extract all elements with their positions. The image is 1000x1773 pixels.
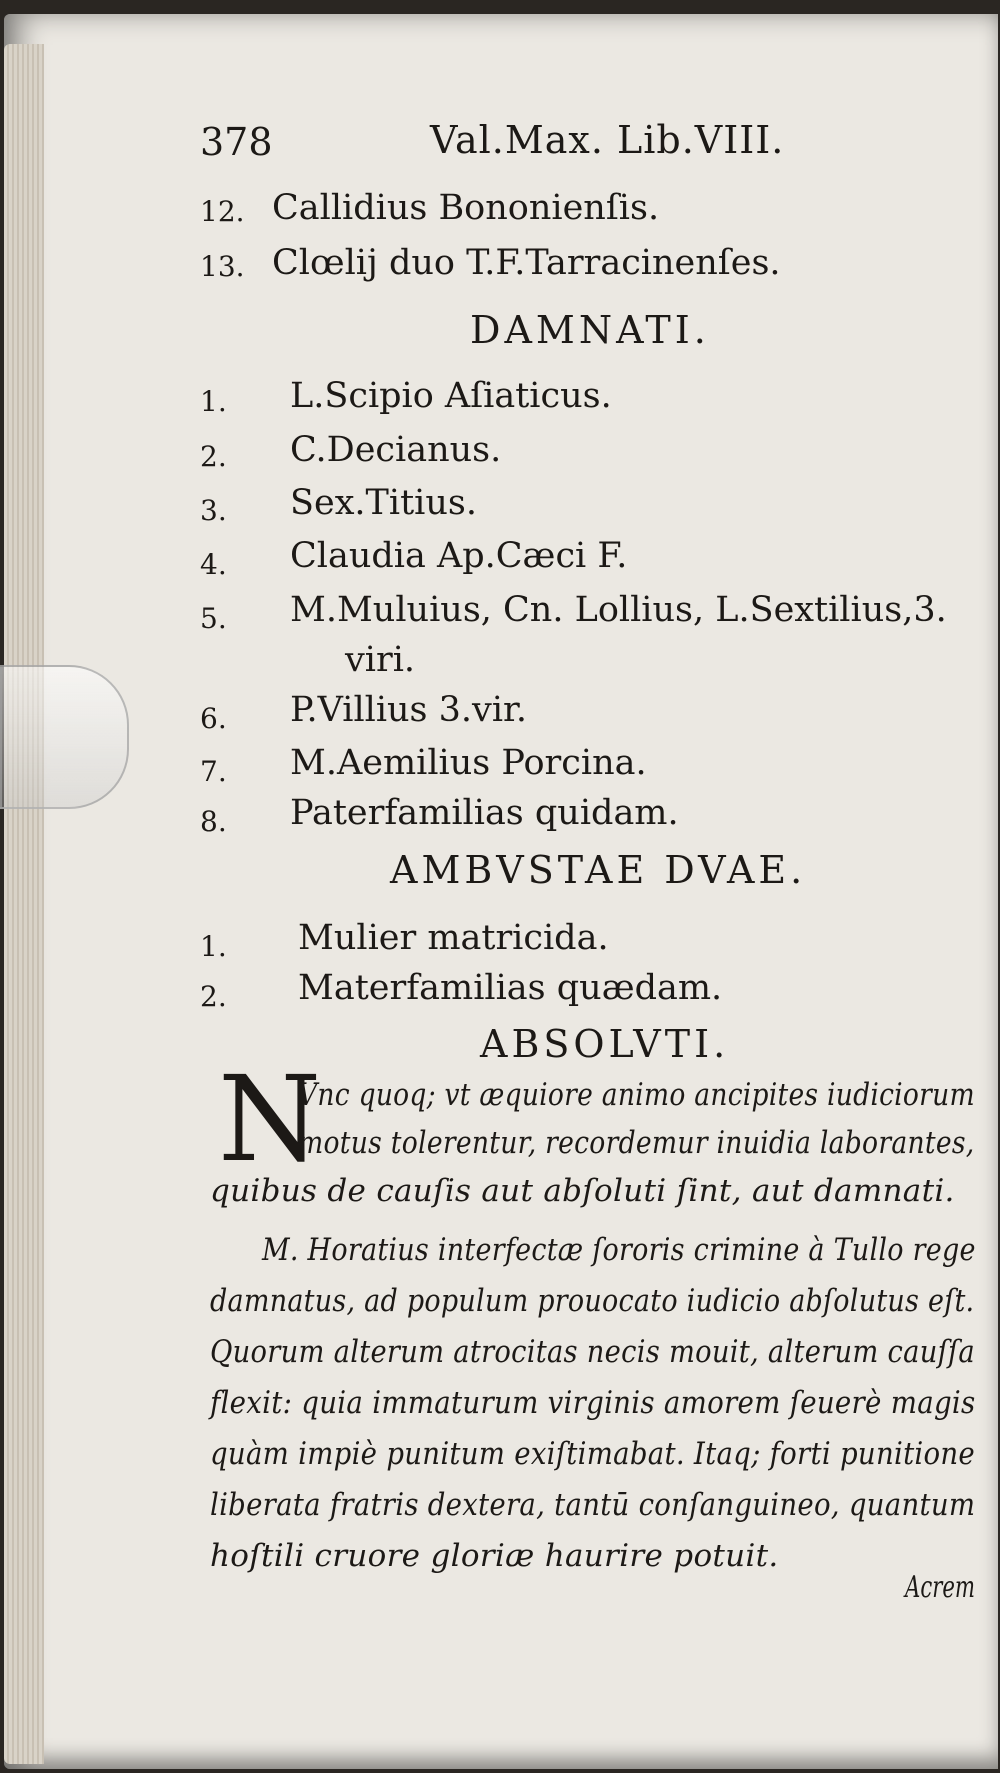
section-title-absoluti: ABSOLVTI. xyxy=(480,1022,730,1066)
paragraph-line: flexit: quia immaturum virginis amorem ſeuerè magis xyxy=(210,1385,976,1421)
list-item: Paterfamilias quidam. xyxy=(290,793,679,833)
paragraph-line: hoſtili cruore gloriæ haurire potuit. xyxy=(210,1538,779,1574)
list-number: 7. xyxy=(200,755,227,788)
list-item-continuation: viri. xyxy=(345,640,416,680)
list-item: M.Aemilius Porcina. xyxy=(290,743,647,783)
paragraph-line: motus tolerentur, recordemur inuidia laborantes, xyxy=(298,1125,975,1161)
bookmark-clip xyxy=(0,665,129,809)
list-number: 2. xyxy=(200,440,227,473)
list-number: 6. xyxy=(200,702,227,735)
paragraph-line: damnatus, ad populum prouocato iudicio abſolutus eſt. xyxy=(210,1283,975,1319)
running-head: Val.Max. Lib.VIII. xyxy=(430,118,785,162)
list-number: 2. xyxy=(200,980,227,1013)
list-item: Claudia Ap.Cæci F. xyxy=(290,536,628,576)
list-item: Callidius Bononienſis. xyxy=(272,188,660,228)
list-number: 8. xyxy=(200,805,227,838)
list-item: Sex.Titius. xyxy=(290,483,477,523)
paragraph-line: Vnc quoq; vt æquiore animo ancipites iudiciorum xyxy=(298,1077,975,1113)
paragraph-line: liberata fratris dextera, tantū conſanguineo, quantum xyxy=(210,1487,976,1523)
list-number: 12. xyxy=(200,195,245,228)
drop-cap: N xyxy=(218,1050,322,1188)
list-item: Mulier matricida. xyxy=(298,918,609,958)
list-item: P.Villius 3.vir. xyxy=(290,690,528,730)
section-title-damnati: DAMNATI. xyxy=(470,308,710,352)
paragraph-line: quàm impiè punitum exiſtimabat. Itaq; forti punitione xyxy=(210,1436,976,1472)
list-number: 4. xyxy=(200,548,227,581)
list-number: 13. xyxy=(200,250,245,283)
paragraph-line: quibus de cauſis aut abſoluti ſint, aut damnati. xyxy=(210,1173,955,1209)
list-item: Clœlij duo T.F.Tarracinenſes. xyxy=(272,243,781,283)
page-edges xyxy=(4,44,44,1764)
list-number: 3. xyxy=(200,494,227,527)
catchword: Acrem xyxy=(905,1570,976,1605)
list-item: Materfamilias quædam. xyxy=(298,968,723,1008)
page-number: 378 xyxy=(200,120,273,164)
list-item: L.Scipio Aſiaticus. xyxy=(290,376,612,416)
list-number: 1. xyxy=(200,385,227,418)
list-item: M.Muluius, Cn. Lollius, L.Sextilius,3. xyxy=(290,590,947,630)
list-item: C.Decianus. xyxy=(290,430,502,470)
section-title-ambustae: AMBVSTAE DVAE. xyxy=(390,848,807,892)
paragraph-line: M. Horatius interfectæ ſororis crimine à Tullo rege xyxy=(262,1232,976,1268)
list-number: 5. xyxy=(200,602,227,635)
paragraph-line: Quorum alterum atrocitas necis mouit, alterum cauſſa xyxy=(210,1334,975,1370)
list-number: 1. xyxy=(200,930,227,963)
